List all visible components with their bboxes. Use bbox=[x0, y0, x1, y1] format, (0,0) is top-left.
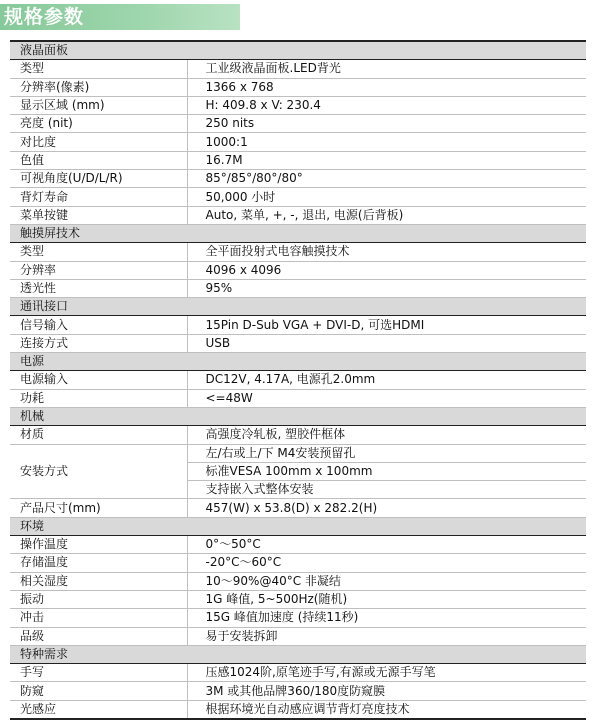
section-heading: 电源 bbox=[10, 353, 586, 371]
spec-value: 3M 或其他品牌360/180度防窥膜 bbox=[187, 682, 586, 700]
spec-value: 15G 峰值加速度 (持续11秒) bbox=[187, 609, 586, 627]
spec-value: 85°/85°/80°/80° bbox=[187, 170, 586, 188]
spec-label: 冲击 bbox=[10, 609, 187, 627]
section-heading: 液晶面板 bbox=[10, 41, 586, 60]
table-row bbox=[10, 151, 586, 169]
section-header bbox=[10, 517, 586, 535]
spec-label: 安装方式 bbox=[10, 444, 187, 499]
table-row bbox=[10, 188, 586, 206]
table-row bbox=[10, 170, 586, 188]
spec-value: 标准VESA 100mm x 100mm bbox=[187, 462, 586, 480]
spec-value: 支持嵌入式整体安装 bbox=[187, 481, 586, 499]
spec-label: 品级 bbox=[10, 627, 187, 645]
table-row bbox=[10, 206, 586, 224]
spec-label: 振动 bbox=[10, 590, 187, 608]
spec-value: 根据环境光自动感应调节背灯亮度技术 bbox=[187, 700, 586, 719]
spec-label: 材质 bbox=[10, 426, 187, 444]
spec-value: 15Pin D-Sub VGA + DVI-D, 可选HDMI bbox=[187, 316, 586, 334]
spec-table-body bbox=[10, 41, 586, 719]
spec-value: H: 409.8 x V: 230.4 bbox=[187, 96, 586, 114]
spec-value: USB bbox=[187, 334, 586, 352]
table-row bbox=[10, 572, 586, 590]
section-heading: 通讯接口 bbox=[10, 298, 586, 316]
spec-value: DC12V, 4.17A, 电源孔2.0mm bbox=[187, 371, 586, 389]
table-row bbox=[10, 60, 586, 78]
section-heading: 触摸屏技术 bbox=[10, 224, 586, 242]
spec-value: 高强度冷轧板, 塑胶件框体 bbox=[187, 426, 586, 444]
spec-label: 色值 bbox=[10, 151, 187, 169]
spec-label: 分辨率(像素) bbox=[10, 78, 187, 96]
spec-label: 亮度 (nit) bbox=[10, 115, 187, 133]
spec-value: 1366 x 768 bbox=[187, 78, 586, 96]
table-row bbox=[10, 96, 586, 114]
table-row bbox=[10, 316, 586, 334]
spec-label: 分辨率 bbox=[10, 261, 187, 279]
table-row bbox=[10, 426, 586, 444]
spec-value: 1G 峰值, 5~500Hz(随机) bbox=[187, 590, 586, 608]
section-header bbox=[10, 407, 586, 425]
spec-label: 类型 bbox=[10, 60, 187, 78]
spec-label: 菜单按键 bbox=[10, 206, 187, 224]
spec-table bbox=[10, 40, 586, 720]
section-header bbox=[10, 41, 586, 60]
spec-label: 手写 bbox=[10, 664, 187, 682]
section-heading: 特种需求 bbox=[10, 645, 586, 663]
spec-value: 全平面投射式电容触摸技术 bbox=[187, 243, 586, 261]
spec-value: 457(W) x 53.8(D) x 282.2(H) bbox=[187, 499, 586, 517]
table-row bbox=[10, 261, 586, 279]
spec-label: 产品尺寸(mm) bbox=[10, 499, 187, 517]
section-heading: 环境 bbox=[10, 517, 586, 535]
table-row bbox=[10, 700, 586, 719]
section-header bbox=[10, 645, 586, 663]
table-row bbox=[10, 115, 586, 133]
table-row bbox=[10, 554, 586, 572]
spec-value: 左/右或上/下 M4安装预留孔 bbox=[187, 444, 586, 462]
spec-label: 显示区域 (mm) bbox=[10, 96, 187, 114]
spec-label: 光感应 bbox=[10, 700, 187, 719]
table-row bbox=[10, 664, 586, 682]
section-heading: 机械 bbox=[10, 407, 586, 425]
spec-label: 防窥 bbox=[10, 682, 187, 700]
spec-value: 10～90%@40°C 非凝结 bbox=[187, 572, 586, 590]
spec-value: 易于安装拆卸 bbox=[187, 627, 586, 645]
spec-label: 功耗 bbox=[10, 389, 187, 407]
spec-label: 电源输入 bbox=[10, 371, 187, 389]
spec-label: 背灯寿命 bbox=[10, 188, 187, 206]
table-row bbox=[10, 243, 586, 261]
table-row bbox=[10, 590, 586, 608]
spec-value: 0°～50°C bbox=[187, 536, 586, 554]
section-header bbox=[10, 298, 586, 316]
spec-value: 16.7M bbox=[187, 151, 586, 169]
spec-label: 信号输入 bbox=[10, 316, 187, 334]
spec-label: 可视角度(U/D/L/R) bbox=[10, 170, 187, 188]
section-header bbox=[10, 224, 586, 242]
spec-value: 50,000 小时 bbox=[187, 188, 586, 206]
table-row bbox=[10, 609, 586, 627]
table-row bbox=[10, 536, 586, 554]
spec-value: 4096 x 4096 bbox=[187, 261, 586, 279]
spec-label: 对比度 bbox=[10, 133, 187, 151]
spec-value: <=48W bbox=[187, 389, 586, 407]
spec-label: 存储温度 bbox=[10, 554, 187, 572]
table-row bbox=[10, 444, 586, 462]
page-title: 规格参数 bbox=[0, 4, 240, 30]
table-row bbox=[10, 499, 586, 517]
spec-label: 操作温度 bbox=[10, 536, 187, 554]
spec-value: 压感1024阶,原笔迹手写,有源或无源手写笔 bbox=[187, 664, 586, 682]
spec-label: 连接方式 bbox=[10, 334, 187, 352]
spec-label: 透光性 bbox=[10, 279, 187, 297]
spec-label: 类型 bbox=[10, 243, 187, 261]
spec-value: 250 nits bbox=[187, 115, 586, 133]
spec-value: 工业级液晶面板.LED背光 bbox=[187, 60, 586, 78]
spec-value: 1000:1 bbox=[187, 133, 586, 151]
table-row bbox=[10, 371, 586, 389]
table-row bbox=[10, 334, 586, 352]
table-row bbox=[10, 133, 586, 151]
spec-value: Auto, 菜单, +, -, 退出, 电源(后背板) bbox=[187, 206, 586, 224]
spec-label: 相关湿度 bbox=[10, 572, 187, 590]
table-row bbox=[10, 279, 586, 297]
table-row bbox=[10, 389, 586, 407]
spec-value: 95% bbox=[187, 279, 586, 297]
table-row bbox=[10, 78, 586, 96]
table-row bbox=[10, 627, 586, 645]
table-row bbox=[10, 682, 586, 700]
section-header bbox=[10, 353, 586, 371]
spec-value: -20°C～60°C bbox=[187, 554, 586, 572]
